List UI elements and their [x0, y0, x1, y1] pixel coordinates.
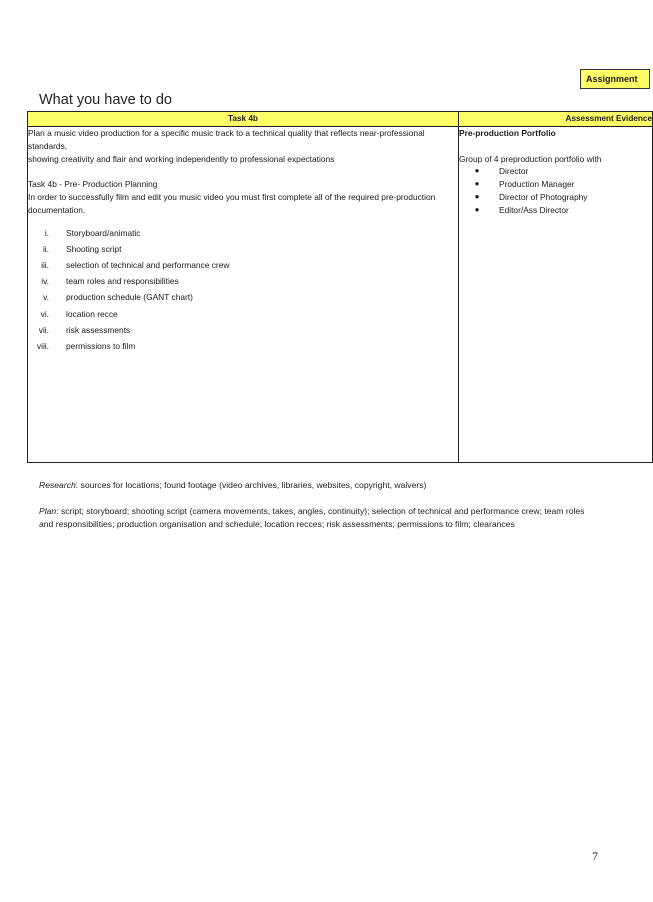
- evidence-cell: [459, 127, 653, 463]
- list-item: i. Storyboard/animatic: [44, 227, 141, 238]
- list-item: ii. Shooting script: [42, 243, 122, 254]
- list-item: iii. selection of technical and performance crew: [41, 259, 230, 270]
- plan-note: Plan: script; storyboard; shooting script (camera movements, takes, angles, continuity); selection of technical and performance crew; team roles and responsibilities; production organisation and schedule; location recces; risk assessments; permissions to film; clearances: [39, 506, 585, 529]
- list-item: v. production schedule (GANT chart): [43, 292, 193, 303]
- bullet-icon: ●: [474, 204, 480, 214]
- header-assessment-evidence: Assessment Evidence: [459, 112, 653, 127]
- list-item: iv. team roles and responsibilities: [41, 276, 179, 287]
- list-item: vi. location recce: [40, 308, 118, 319]
- header-task: Task 4b: [28, 112, 459, 127]
- task-title: Task 4b - Pre- Production Planning: [28, 179, 158, 190]
- list-item: viii. permissions to film: [36, 340, 136, 351]
- task-cell: [28, 127, 459, 463]
- roles-list: [459, 165, 652, 216]
- task-intro-line1: Plan a music video production for a specific music track to a technical quality that reflects near-professional standards,: [28, 128, 425, 151]
- bullet-icon: ●: [474, 166, 480, 176]
- task-intro-line2: showing creativity and flair and working independently to professional expectations: [28, 153, 335, 164]
- list-item: ● Director: [459, 165, 652, 178]
- section-heading: What you have to do: [39, 92, 172, 108]
- list-item: ● Editor/Ass Director: [459, 204, 652, 217]
- documentation-list: [28, 227, 458, 357]
- table-header-row: [28, 112, 653, 127]
- bullet-icon: ●: [474, 191, 480, 201]
- task-description: In order to successfully film and edit you music video you must first complete all of the required pre-production documentation.: [28, 191, 436, 215]
- list-item: ● Production Manager: [459, 178, 652, 191]
- notes-section: [39, 479, 599, 544]
- table-body-row: [28, 127, 653, 463]
- task-table: [27, 111, 653, 463]
- research-note: Research: sources for locations; found footage (video archives, libraries, websites, copyright, waivers): [39, 480, 427, 490]
- assignment-label: [580, 69, 650, 89]
- assignment-label-text: Assignment: [586, 74, 638, 84]
- bullet-icon: ●: [474, 179, 480, 189]
- portfolio-title: Pre-production Portfolio: [459, 128, 556, 138]
- group-text: Group of 4 preproduction portfolio with: [459, 153, 602, 164]
- list-item: ● Director of Photography: [459, 191, 652, 204]
- list-item: vii. risk assessments: [38, 324, 131, 335]
- page-number: 7: [592, 849, 598, 863]
